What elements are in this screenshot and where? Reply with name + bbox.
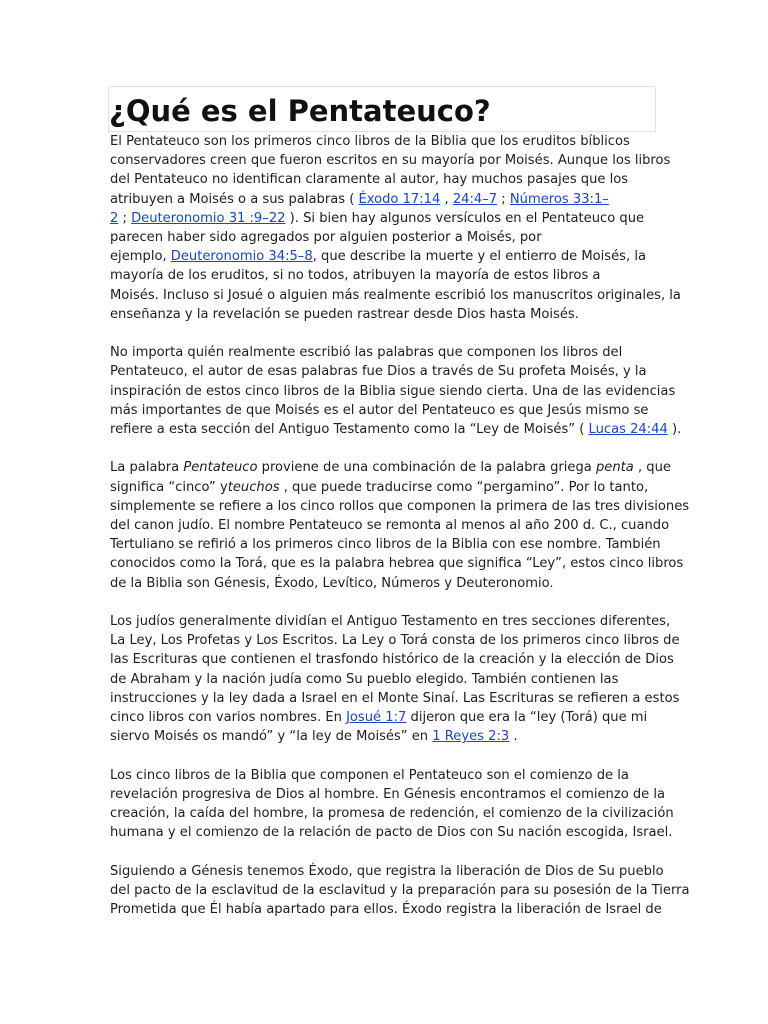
text-line: humana y el comienzo de la relación de pacto de Dios con Su nación escogida, Israel. [110, 825, 673, 841]
text-span: ; [118, 210, 132, 226]
text-line: inspiración de estos cinco libros de la Biblia sigue siendo cierta. Una de las evidencias [110, 383, 676, 399]
italic-term: teuchos [227, 479, 280, 495]
text-span: , que describe la muerte y el entierro de Moisés, la [312, 249, 646, 265]
text-span: , [440, 191, 453, 207]
text-line: de Abraham y la nación judía como Su pueblo elegido. También contienen las [110, 671, 619, 687]
text-span: ; [497, 191, 510, 207]
text-span: siervo Moisés os mandó” y “la ley de Moisés” en [110, 729, 433, 745]
text-line: del canon judío. El nombre Pentateuco se remonta al menos al año 200 d. C., cuando [110, 518, 670, 534]
paragraph-4 [110, 612, 680, 746]
italic-term: Pentateuco [183, 460, 258, 476]
paragraph-3 [110, 458, 690, 592]
text-span: refiere a esta sección del Antiguo Testamento como la “Ley de Moisés” ( [110, 422, 589, 438]
text-span: cinco libros con varios nombres. En [110, 710, 347, 726]
text-line: enseñanza y la revelación se pueden rastrear desde Dios hasta Moisés. [110, 306, 579, 322]
text-span: , que puede traducirse como “pergamino”. Por lo tanto, [279, 479, 649, 495]
text-line [110, 247, 660, 266]
text-span: dijeron que era la “ley (Torá) que mi [406, 710, 648, 726]
text-line: simplemente se refiere a los cinco rollos que componen la primera de las tres divisiones [110, 498, 690, 514]
link-numeros-33-2[interactable]: 2 [110, 210, 119, 226]
text-line [110, 708, 660, 727]
text-line [110, 478, 660, 497]
text-line: Los cinco libros de la Biblia que componen el Pentateuco son el comienzo de la [110, 767, 629, 783]
text-line: más importantes de que Moisés es el autor del Pentateuco es que Jesús mismo se [110, 402, 649, 418]
paragraph-2 [110, 343, 682, 439]
text-line [110, 727, 660, 746]
text-line: parecen haber sido agregados por alguien posterior a Moisés, por [110, 230, 542, 246]
link-josue-1-7[interactable]: Josué 1:7 [346, 710, 407, 726]
text-line: Prometida que Él había apartado para ellos. Éxodo registra la liberación de Israel de [110, 902, 662, 918]
text-line: conservadores creen que fueron escritos en su mayoría por Moisés. Aunque los libros [110, 153, 671, 169]
link-deuteronomio-34[interactable]: Deuteronomio 34:5–8 [170, 249, 313, 265]
text-line: Tertuliano se refirió a los primeros cinco libros de la Biblia con ese nombre. También [110, 537, 661, 553]
text-line: las Escrituras que contienen el trasfondo histórico de la creación y la elección de Dios [110, 652, 674, 668]
text-line: revelación progresiva de Dios al hombre. En Génesis encontramos el comienzo de la [110, 786, 666, 802]
paragraph-6 [110, 862, 690, 920]
text-span: La palabra [110, 460, 184, 476]
page-title: ¿Qué es el Pentateuco? [109, 94, 491, 128]
text-line: instrucciones y la ley dada a Israel en el Monte Sinaí. Las Escrituras se refieren a estos [110, 690, 680, 706]
link-1-reyes-2-3[interactable]: 1 Reyes 2:3 [432, 729, 510, 745]
text-line: creación, la caída del hombre, la promesa de redención, el comienzo de la civilización [110, 806, 674, 822]
paragraph-1 [110, 132, 681, 324]
text-line: El Pentateuco son los primeros cinco libros de la Biblia que los eruditos bíblicos [110, 134, 630, 149]
title-box [108, 86, 656, 132]
text-line: Los judíos generalmente dividían el Antiguo Testamento en tres secciones diferentes, [110, 614, 671, 630]
link-lucas-24-44[interactable]: Lucas 24:44 [588, 422, 668, 438]
text-span: significa “cinco” y [110, 479, 228, 495]
text-span: atribuyen a Moisés o a sus palabras ( [110, 191, 359, 207]
document-page [109, 86, 690, 919]
text-line: conocidos como la Torá, que es la palabra hebrea que significa “Ley”, estos cinco libros [110, 556, 684, 572]
text-line [110, 420, 682, 439]
text-line [110, 209, 660, 228]
link-exodo-17-14[interactable]: Éxodo 17:14 [358, 191, 441, 207]
text-line: La Ley, Los Profetas y Los Escritos. La Ley o Torá consta de los primeros cinco libros de [110, 633, 680, 649]
text-line: Siguiendo a Génesis tenemos Éxodo, que registra la liberación de Dios de Su pueblo [110, 863, 664, 879]
text-line: Pentateuco, el autor de esas palabras fue Dios a través de Su profeta Moisés, y la [110, 364, 647, 380]
link-24-4-7[interactable]: 24:4–7 [452, 191, 498, 207]
text-line: del pacto de la esclavitud de la esclavitud y la preparación para su posesión de la Tierra [110, 882, 690, 898]
text-line: del Pentateuco no identifican claramente al autor, hay muchos pasajes que los [110, 172, 629, 188]
italic-term: penta [595, 460, 634, 476]
text-span: ejemplo, [110, 249, 171, 265]
text-line: Moisés. Incluso si Josué o alguien más realmente escribió los manuscritos originales, la [110, 287, 681, 303]
link-numeros-33-1[interactable]: Números 33:1– [509, 191, 609, 207]
link-deuteronomio-31[interactable]: Deuteronomio 31 :9–22 [131, 210, 286, 226]
text-line: No importa quién realmente escribió las palabras que componen los libros del [110, 345, 623, 361]
text-line: de la Biblia son Génesis, Éxodo, Levítico, Números y Deuteronomio. [110, 575, 554, 591]
text-line: mayoría de los eruditos, si no todos, atribuyen la mayoría de estos libros a [110, 268, 601, 284]
text-line [110, 190, 660, 209]
paragraph-5 [110, 766, 674, 843]
text-span: ). Si bien hay algunos versículos en el Pentateuco que [285, 210, 645, 226]
text-span: ). [667, 422, 682, 438]
text-line [110, 458, 671, 477]
text-span: , que [633, 460, 671, 476]
text-span: . [509, 729, 518, 745]
text-span: proviene de una combinación de la palabra griega [257, 460, 596, 476]
